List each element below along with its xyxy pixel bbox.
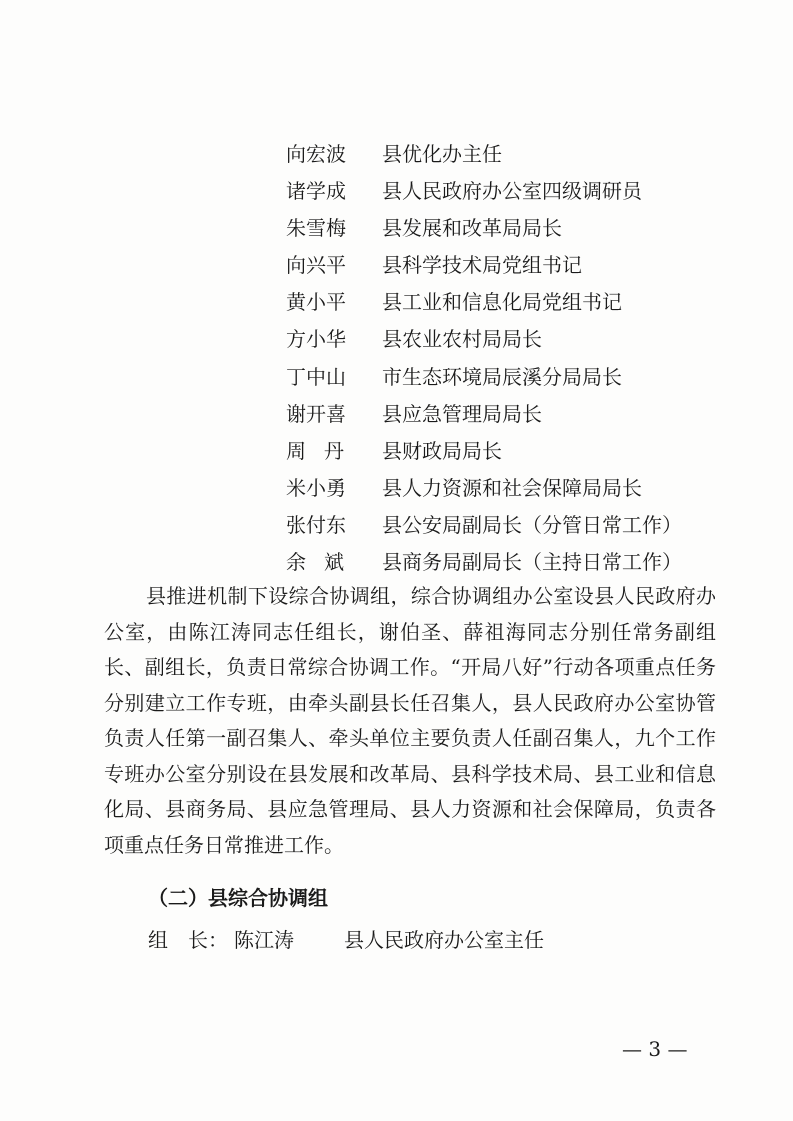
member-name: 向兴平	[286, 253, 346, 278]
member-title: 县工业和信息化局党组书记	[382, 290, 622, 315]
member-title: 县农业农村局局长	[382, 327, 542, 352]
page-number: — 3 —	[622, 1037, 688, 1061]
member-name: 米小勇	[286, 475, 346, 500]
member-row	[286, 284, 726, 321]
member-title: 县人力资源和社会保障局局长	[382, 475, 642, 500]
member-name: 张付东	[286, 512, 346, 537]
member-name: 余斌	[286, 550, 362, 575]
member-name: 方小华	[286, 327, 346, 352]
member-row	[286, 544, 726, 581]
member-row	[286, 359, 726, 396]
member-title: 县优化办主任	[382, 142, 502, 166]
member-name: 丁中山	[286, 364, 346, 389]
section-heading: （二）县综合协调组	[148, 886, 328, 910]
member-name: 谢开喜	[286, 401, 346, 426]
leader-row	[148, 920, 544, 960]
member-list	[286, 136, 726, 581]
member-name: 向宏波	[286, 142, 346, 166]
member-row	[286, 470, 726, 507]
member-name: 朱雪梅	[286, 216, 346, 241]
member-row	[286, 247, 726, 284]
member-title: 县人民政府办公室四级调研员	[382, 179, 642, 204]
member-name: 诸学成	[286, 179, 346, 204]
member-title: 县科学技术局党组书记	[382, 253, 582, 278]
member-row	[286, 433, 726, 470]
leader-role: 组 长：	[148, 928, 228, 952]
member-title: 市生态环境局辰溪分局局长	[382, 364, 622, 389]
member-row	[286, 507, 726, 544]
member-name: 周丹	[286, 438, 362, 463]
body-paragraph: 县推进机制下设综合协调组，综合协调组办公室设县人民政府办公室，由陈江涛同志任组长，谢伯圣、薛祖海同志分别任常务副组长、副组长，负责日常综合协调工作。“开局八好”行动各项重点任务分别建立工作专班，由牵头副县长任召集人，县人民政府办公室协管负责人任第一副召集人、牵头单位主要负责人任副召集人，九个工作专班办公室分别设在县发展和改革局、县科学技术局、县工业和信息化局、县商务局、县应急管理局、县人力资源和社会保障局，负责各项重点任务日常推进工作。	[104, 584, 716, 857]
member-row	[286, 136, 726, 173]
member-name: 黄小平	[286, 290, 346, 315]
member-title: 县发展和改革局局长	[382, 216, 562, 241]
member-row	[286, 321, 726, 358]
member-row	[286, 173, 726, 210]
member-title: 县商务局副局长（主持日常工作）	[382, 550, 682, 575]
leader-name: 陈江涛	[234, 928, 294, 952]
member-row	[286, 396, 726, 433]
leader-title: 县人民政府办公室主任	[344, 928, 544, 952]
member-title: 县财政局局长	[382, 438, 502, 463]
member-row	[286, 210, 726, 247]
member-title: 县公安局副局长（分管日常工作）	[382, 512, 682, 537]
member-title: 县应急管理局局长	[382, 401, 542, 426]
